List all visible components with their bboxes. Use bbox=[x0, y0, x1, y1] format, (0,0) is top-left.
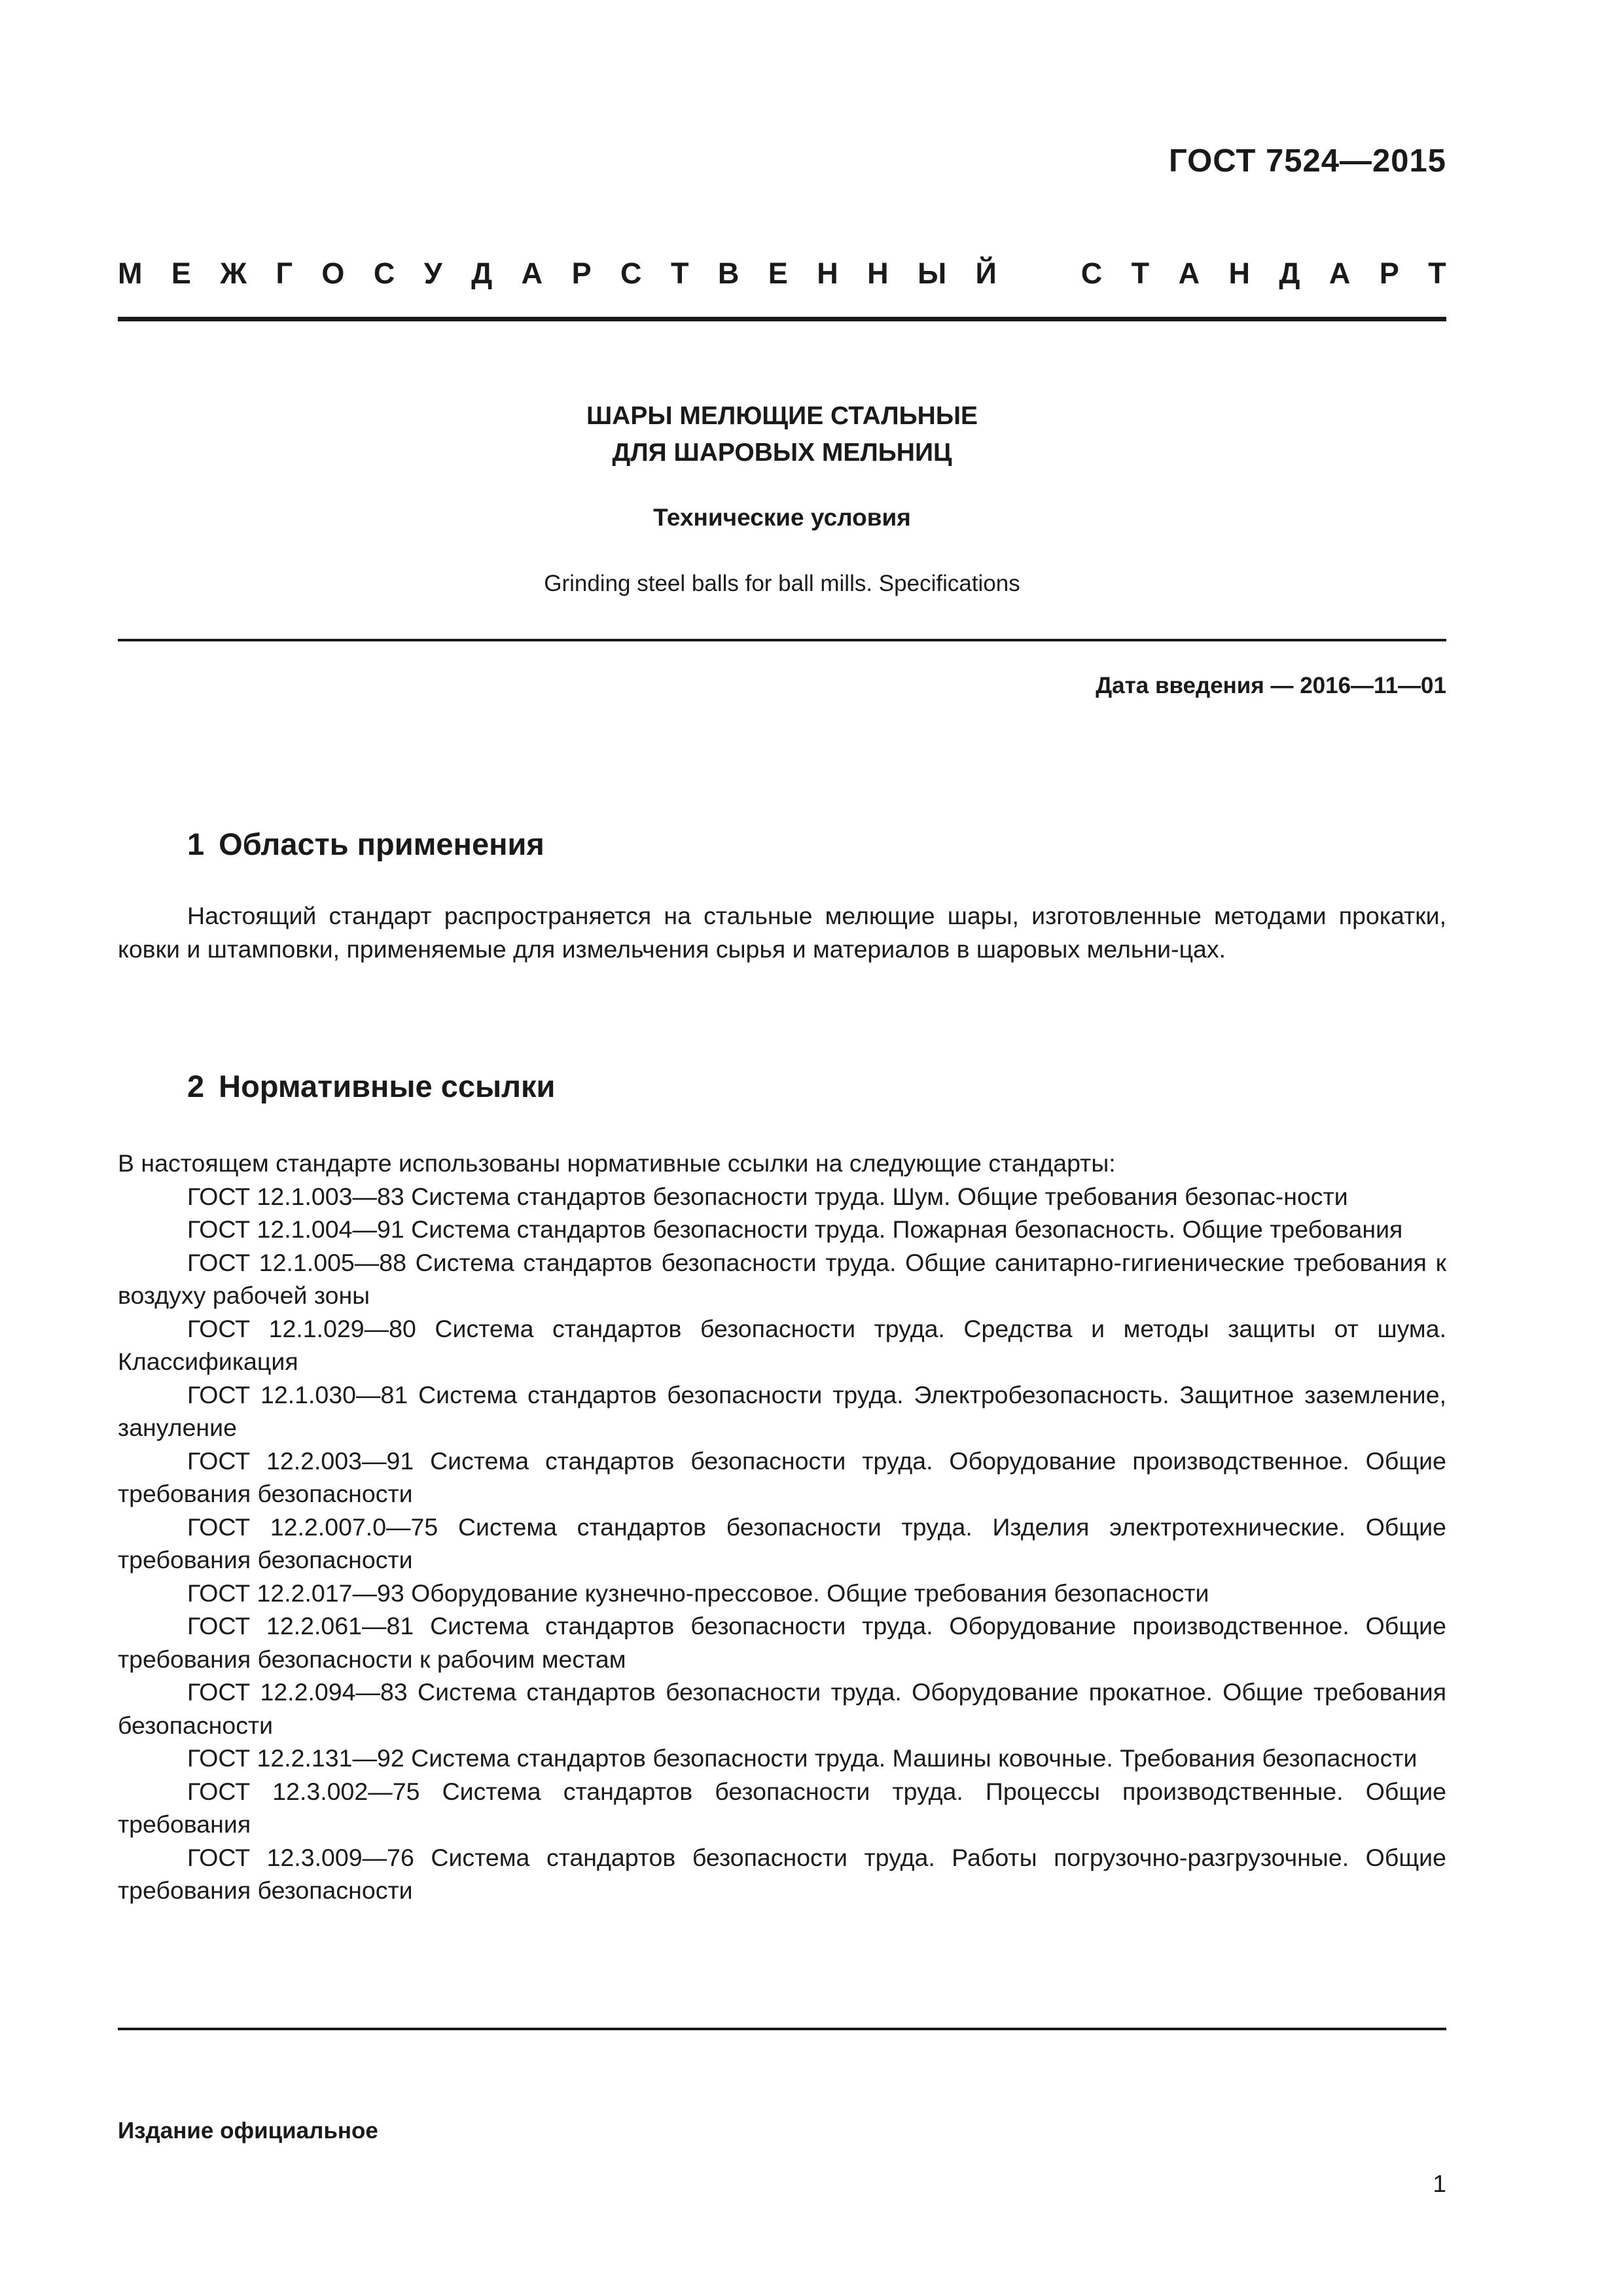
banner-letter: С bbox=[1080, 257, 1103, 290]
section-number: 1 bbox=[187, 827, 205, 861]
title-line-2: ДЛЯ ШАРОВЫХ МЕЛЬНИЦ bbox=[612, 439, 952, 467]
banner-letter: Й bbox=[975, 257, 997, 290]
banner-letter: Р bbox=[1379, 257, 1399, 290]
reference-item: ГОСТ 12.3.002—75 Система стандартов безопасности труда. Процессы производственные. Общие требования bbox=[118, 1777, 1446, 1838]
section-1-body bbox=[118, 899, 1446, 965]
banner-letter: Т bbox=[1428, 257, 1446, 290]
reference-item: ГОСТ 12.2.007.0—75 Система стандартов безопасности труда. Изделия электротехнические. Общие требования безопасности bbox=[118, 1513, 1446, 1573]
reference-item: ГОСТ 12.1.029—80 Система стандартов безопасности труда. Средства и методы защиты от шума. Классификация bbox=[118, 1314, 1446, 1375]
banner-letter: У bbox=[423, 257, 442, 290]
banner-letter: А bbox=[1178, 257, 1200, 290]
banner-letter: О bbox=[321, 257, 345, 290]
reference-item: ГОСТ 12.2.061—81 Система стандартов безопасности труда. Оборудование производственное. Общие требования безопасности к рабочим местам bbox=[118, 1612, 1446, 1673]
english-title: Grinding steel balls for ball mills. Specifications bbox=[544, 571, 1020, 596]
banner-letter: Д bbox=[1279, 257, 1300, 290]
banner-letter: Р bbox=[571, 257, 592, 290]
section-number: 2 bbox=[187, 1069, 205, 1103]
document-subtitle: Технические условия bbox=[653, 504, 911, 531]
banner-letter: А bbox=[1329, 257, 1351, 290]
banner-letter: Е bbox=[768, 257, 788, 290]
section-2-heading bbox=[187, 1068, 555, 1104]
banner-letter: М bbox=[118, 257, 143, 290]
reference-item: ГОСТ 12.3.009—76 Система стандартов безопасности труда. Работы погрузочно-разгрузочные. Общие требования безопасности bbox=[118, 1843, 1446, 1904]
document-title bbox=[118, 398, 1446, 471]
banner-letter: Е bbox=[171, 257, 191, 290]
title-divider bbox=[118, 639, 1446, 641]
reference-item: ГОСТ 12.2.017—93 Оборудование кузнечно-прессовое. Общие требования безопасности bbox=[187, 1579, 1209, 1607]
banner-gap bbox=[1026, 257, 1052, 291]
banner-letter: Н bbox=[1228, 257, 1250, 290]
introduction-date: Дата введения — 2016—11—01 bbox=[1096, 673, 1446, 698]
banner-letter: Н bbox=[817, 257, 838, 290]
normative-references-list bbox=[118, 1147, 1446, 1907]
banner-letter: Д bbox=[471, 257, 493, 290]
banner-letter: Г bbox=[276, 257, 293, 290]
reference-item: ГОСТ 12.1.004—91 Система стандартов безопасности труда. Пожарная безопасность. Общие требования bbox=[187, 1215, 1403, 1243]
reference-item: ГОСТ 12.1.030—81 Система стандартов безопасности труда. Электробезопасность. Защитное заземление, зануление bbox=[118, 1380, 1446, 1441]
reference-item: ГОСТ 12.2.094—83 Система стандартов безопасности труда. Оборудование прокатное. Общие требования безопасности bbox=[118, 1678, 1446, 1739]
footer-divider bbox=[118, 2028, 1446, 2030]
interstate-standard-banner bbox=[118, 257, 1446, 291]
banner-letter: Т bbox=[670, 257, 689, 290]
page-number: 1 bbox=[1433, 2170, 1446, 2197]
header-divider bbox=[118, 317, 1446, 321]
reference-item: ГОСТ 12.2.003—91 Система стандартов безопасности труда. Оборудование производственное. Общие требования безопасности bbox=[118, 1446, 1446, 1507]
banner-letter: Н bbox=[867, 257, 889, 290]
banner-letter: С bbox=[373, 257, 395, 290]
banner-letter: Ы bbox=[918, 257, 947, 290]
section-title: Область применения bbox=[219, 827, 544, 861]
section-1-heading bbox=[187, 826, 544, 862]
reference-item: ГОСТ 12.1.003—83 Система стандартов безопасности труда. Шум. Общие требования безопас-ности bbox=[187, 1182, 1348, 1210]
banner-letter: С bbox=[620, 257, 642, 290]
section-title: Нормативные ссылки bbox=[219, 1069, 556, 1103]
banner-letter: Т bbox=[1131, 257, 1150, 290]
references-lead: В настоящем стандарте использованы нормативные ссылки на следующие стандарты: bbox=[118, 1149, 1116, 1177]
title-line-1: ШАРЫ МЕЛЮЩИЕ СТАЛЬНЫЕ bbox=[586, 402, 978, 430]
banner-letter: В bbox=[717, 257, 740, 290]
standard-number: ГОСТ 7524—2015 bbox=[1169, 143, 1446, 179]
official-edition-label: Издание официальное bbox=[118, 2118, 378, 2144]
reference-item: ГОСТ 12.1.005—88 Система стандартов безопасности труда. Общие санитарно-гигиенические требования к воздуху рабочей зоны bbox=[118, 1248, 1446, 1309]
banner-letter: А bbox=[521, 257, 543, 290]
scope-paragraph: Настоящий стандарт распространяется на стальные мелющие шары, изготовленные методами прокатки, ковки и штамповки, применяемые для измельчения сырья и материалов в шаровых мельни-цах. bbox=[118, 902, 1446, 963]
reference-item: ГОСТ 12.2.131—92 Система стандартов безопасности труда. Машины ковочные. Требования безопасности bbox=[187, 1744, 1418, 1772]
banner-letter: Ж bbox=[220, 257, 247, 290]
